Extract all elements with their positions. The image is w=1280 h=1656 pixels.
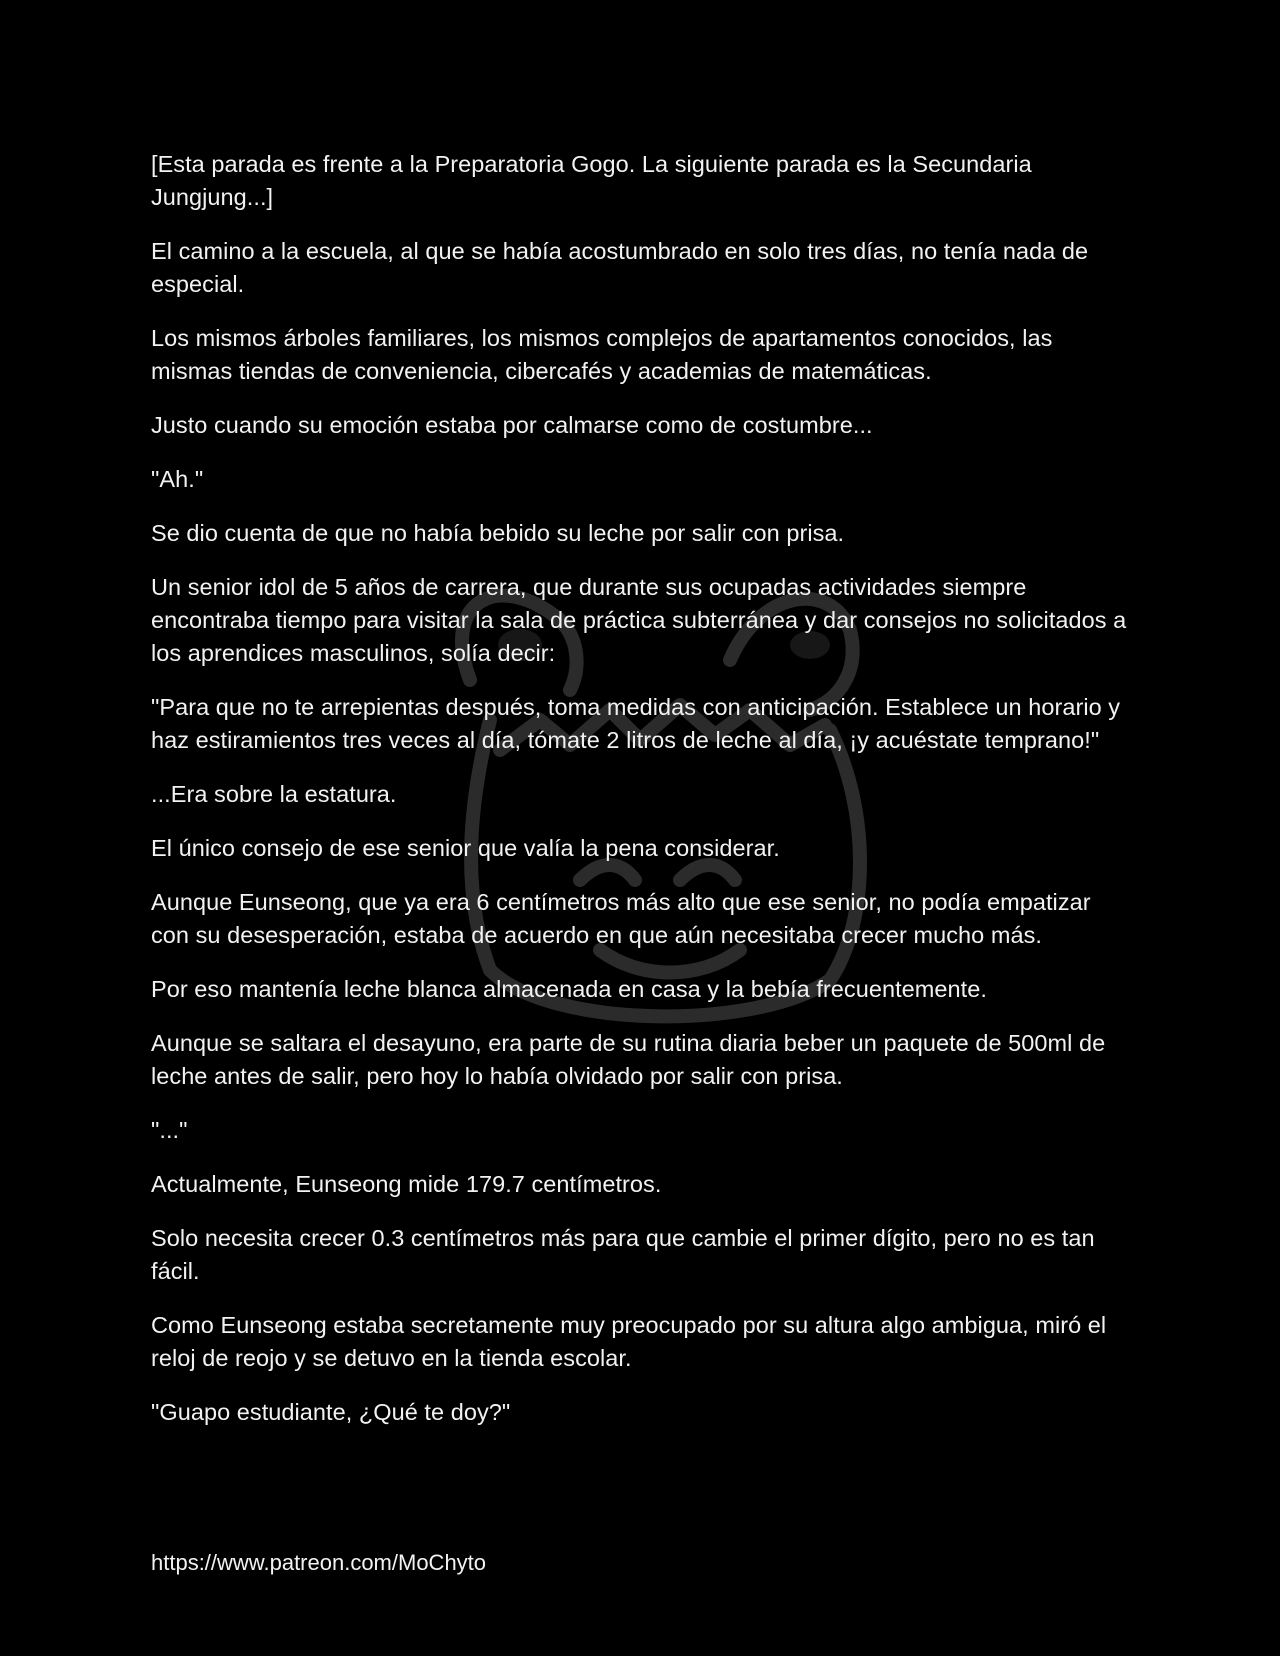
paragraph: Justo cuando su emoción estaba por calmarse como de costumbre... [151, 412, 873, 438]
paragraph: [Esta parada es frente a la Preparatoria Gogo. La siguiente parada es la Secundaria Jungjung...] [151, 151, 1032, 210]
paragraph: Por eso mantenía leche blanca almacenada en casa y la bebía frecuentemente. [151, 976, 987, 1002]
paragraph: Aunque Eunseong, que ya era 6 centímetros más alto que ese senior, no podía empatizar con su desesperación, estaba de acuerdo en que aún necesitaba crecer mucho más. [151, 889, 1091, 948]
paragraph: "Para que no te arrepientas después, toma medidas con anticipación. Establece un horario y haz estiramientos tres veces al día, tómate 2 litros de leche al día, ¡y acuéstate temprano!" [151, 694, 1121, 753]
paragraph: Aunque se saltara el desayuno, era parte de su rutina diaria beber un paquete de 500ml de leche antes de salir, pero hoy lo había olvidado por salir con prisa. [151, 1030, 1106, 1089]
paragraph: Solo necesita crecer 0.3 centímetros más para que cambie el primer dígito, pero no es tan fácil. [151, 1225, 1095, 1284]
paragraph: Los mismos árboles familiares, los mismos complejos de apartamentos conocidos, las mismas tiendas de conveniencia, cibercafés y academias de matemáticas. [151, 325, 1053, 384]
paragraph: Como Eunseong estaba secretamente muy preocupado por su altura algo ambigua, miró el reloj de reojo y se detuvo en la tienda escolar. [151, 1312, 1107, 1371]
paragraph: "Ah." [151, 466, 204, 492]
paragraph: El camino a la escuela, al que se había acostumbrado en solo tres días, no tenía nada de especial. [151, 238, 1089, 297]
paragraph: El único consejo de ese senior que valía la pena considerar. [151, 835, 780, 861]
paragraph: Actualmente, Eunseong mide 179.7 centímetros. [151, 1171, 662, 1197]
chapter-text [151, 148, 1131, 1450]
paragraph: Se dio cuenta de que no había bebido su leche por salir con prisa. [151, 520, 845, 546]
paragraph: Un senior idol de 5 años de carrera, que durante sus ocupadas actividades siempre encontraba tiempo para visitar la sala de práctica subterránea y dar consejos no solicitados a los aprendices masculinos, solía decir: [151, 574, 1127, 666]
paragraph: ...Era sobre la estatura. [151, 781, 397, 807]
paragraph: "..." [151, 1117, 188, 1143]
paragraph: "Guapo estudiante, ¿Qué te doy?" [151, 1399, 511, 1425]
patreon-link[interactable]: https://www.patreon.com/MoChyto [151, 1550, 487, 1575]
